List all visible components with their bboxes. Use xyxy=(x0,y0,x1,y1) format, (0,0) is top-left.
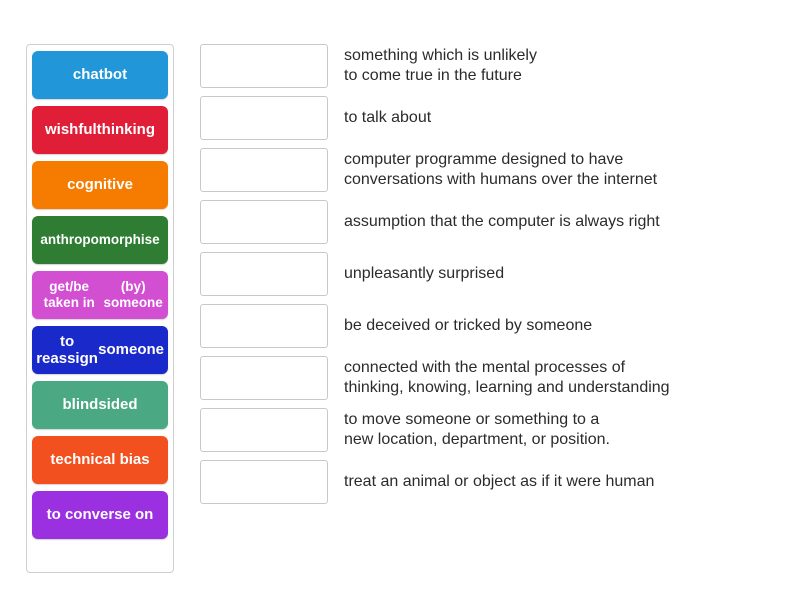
tile-label-line: wishful xyxy=(45,121,97,139)
drop-slot[interactable] xyxy=(200,252,328,296)
definition-line: assumption that the computer is always right xyxy=(344,212,660,230)
draggable-tile[interactable] xyxy=(32,436,168,484)
draggable-tile[interactable] xyxy=(32,491,168,539)
definition-line: conversations with humans over the internet xyxy=(344,171,658,188)
tile-label-line: to reassign xyxy=(36,332,98,367)
draggable-tile[interactable] xyxy=(32,216,168,264)
definition-text xyxy=(344,264,780,284)
definition-line: be deceived or tricked by someone xyxy=(344,316,593,334)
drop-slot[interactable] xyxy=(200,356,328,400)
definition-text xyxy=(344,316,780,336)
answer-row xyxy=(200,44,780,88)
definition-line: to come true in the future xyxy=(344,67,522,84)
tile-label-line: technical bias xyxy=(50,451,150,469)
tile-label-line: blindsided xyxy=(62,396,138,414)
answer-rows-list xyxy=(200,44,780,512)
definition-text xyxy=(344,472,780,492)
draggable-tiles-panel xyxy=(26,44,174,573)
answer-row xyxy=(200,408,780,452)
tile-label-line: chatbot xyxy=(72,66,128,84)
answer-row xyxy=(200,96,780,140)
draggable-tile[interactable] xyxy=(32,326,168,374)
tile-label-line: cognitive xyxy=(67,176,133,194)
definition-line: thinking, knowing, learning and understanding xyxy=(344,379,670,396)
draggable-tile[interactable] xyxy=(32,106,168,154)
drop-slot[interactable] xyxy=(200,304,328,348)
draggable-tile[interactable] xyxy=(32,381,168,429)
answer-row xyxy=(200,304,780,348)
draggable-tile[interactable] xyxy=(32,51,168,99)
definition-text xyxy=(344,108,780,128)
definition-line: computer programme designed to have xyxy=(344,150,624,168)
drop-slot[interactable] xyxy=(200,96,328,140)
answer-row xyxy=(200,200,780,244)
answer-row xyxy=(200,356,780,400)
tile-label-line: anthropomorphise xyxy=(40,232,160,248)
draggable-tile[interactable] xyxy=(32,161,168,209)
drop-slot[interactable] xyxy=(200,408,328,452)
definition-text xyxy=(344,46,780,87)
definition-text xyxy=(344,358,780,399)
definition-line: new location, department, or position. xyxy=(344,431,610,448)
definition-text xyxy=(344,212,780,232)
definition-line: treat an animal or object as if it were human xyxy=(344,472,655,490)
tile-label-line: to converse on xyxy=(46,506,154,524)
drop-slot[interactable] xyxy=(200,148,328,192)
definition-line: to move someone or something to a xyxy=(344,410,600,428)
definition-line: unpleasantly surprised xyxy=(344,264,505,282)
tile-label-line: (by) someone xyxy=(103,279,163,310)
draggable-tile[interactable] xyxy=(32,271,168,319)
definition-text xyxy=(344,150,780,191)
answer-row xyxy=(200,252,780,296)
answer-row xyxy=(200,460,780,504)
definition-line: something which is unlikely xyxy=(344,46,537,64)
drop-slot[interactable] xyxy=(200,44,328,88)
answer-row xyxy=(200,148,780,192)
tile-label-line: thinking xyxy=(96,121,155,139)
tile-label-line: get/be taken in xyxy=(43,279,95,310)
definition-line: connected with the mental processes of xyxy=(344,358,626,376)
tile-label-line: someone xyxy=(98,341,164,359)
drop-slot[interactable] xyxy=(200,200,328,244)
definition-line: to talk about xyxy=(344,108,432,126)
definition-text xyxy=(344,410,780,451)
drop-slot[interactable] xyxy=(200,460,328,504)
